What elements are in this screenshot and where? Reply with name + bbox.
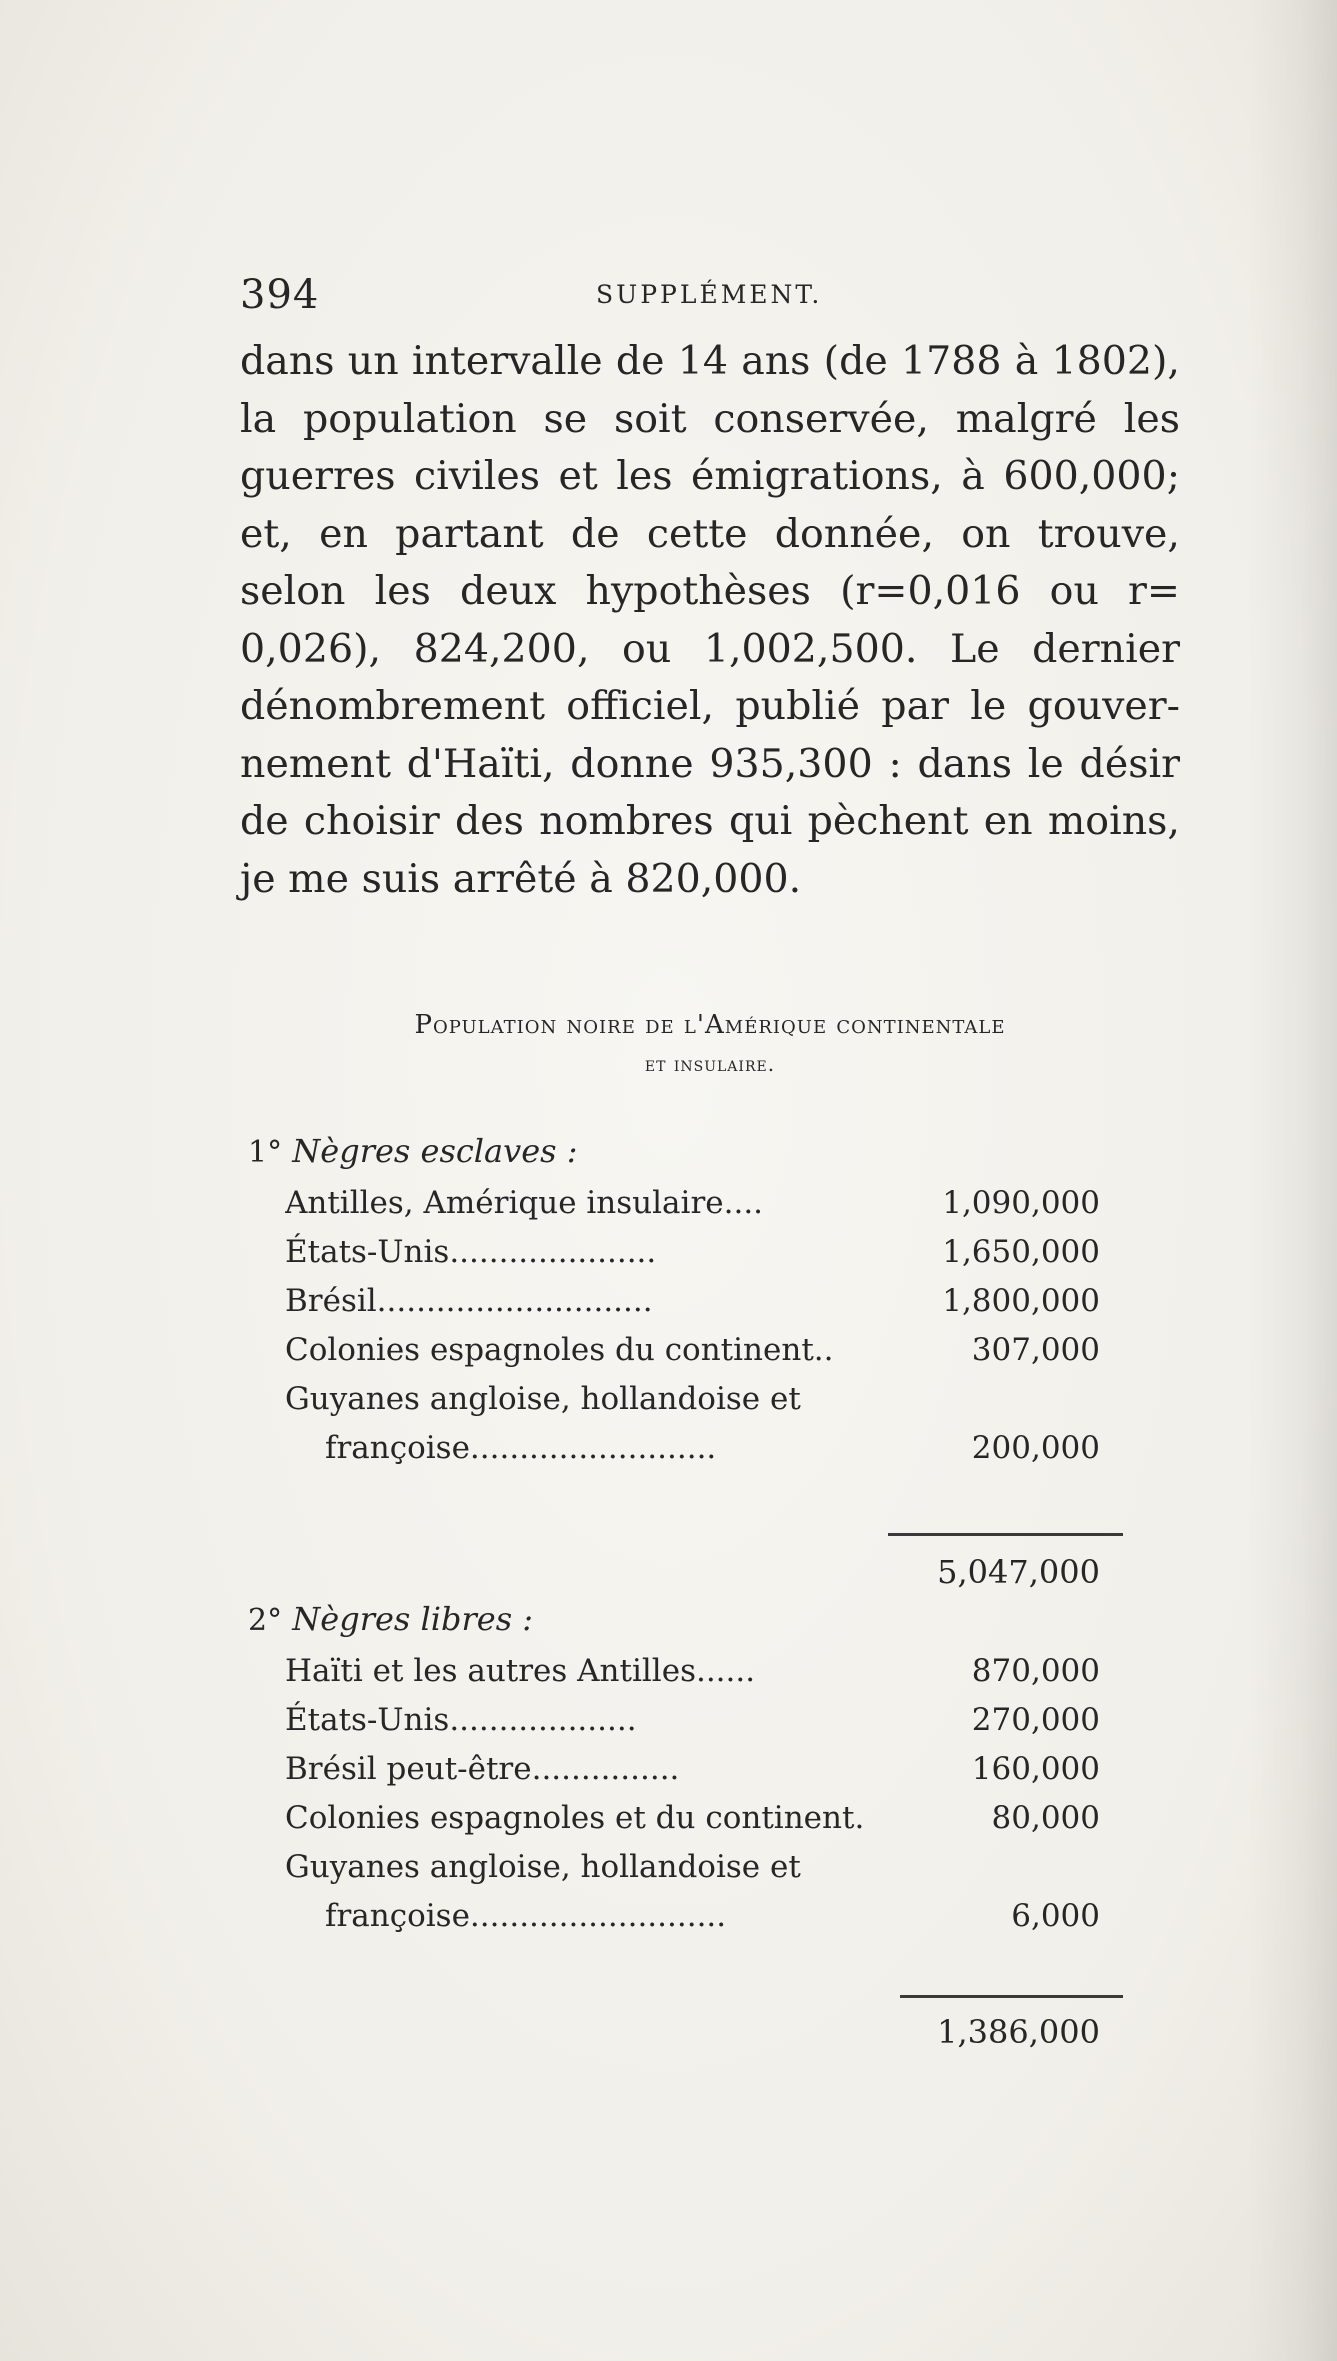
row-value: 1,650,000 — [942, 1234, 1100, 1270]
table-row — [285, 1745, 1115, 1794]
body-line: selon les deux hypothèses (r=0,016 ou r= — [240, 568, 1180, 614]
row-label: Colonies espagnoles et du continent. — [285, 1800, 865, 1836]
table-row — [285, 1179, 1115, 1228]
body-line: dans un intervalle de 14 ans (de 1788 à 1802), — [240, 338, 1180, 384]
row-label: Brésil............................ — [285, 1283, 653, 1319]
row-value: 200,000 — [971, 1430, 1100, 1466]
table-title-line1: Population noire de l'Amérique continentale — [414, 1010, 1006, 1040]
section-title: Nègres libres : — [292, 1600, 534, 1638]
row-label: Haïti et les autres Antilles...... — [285, 1653, 756, 1689]
row-value: 80,000 — [991, 1800, 1100, 1836]
table-row — [285, 1892, 1115, 1941]
table-row — [285, 1228, 1115, 1277]
row-label: françoise.......................... — [325, 1898, 727, 1934]
body-line: nement d'Haïti, donne 935,300 : dans le désir — [240, 740, 1180, 787]
page-number: 394 — [240, 272, 320, 318]
table-row — [285, 1277, 1115, 1326]
section-title: Nègres esclaves : — [292, 1132, 578, 1170]
page-edge-shadow — [1247, 0, 1337, 2361]
section-total: 1,386,000 — [937, 2013, 1100, 2051]
body-line: et, en partant de cette donnée, on trouve, — [240, 510, 1180, 557]
row-label: Guyanes angloise, hollandoise et — [285, 1849, 801, 1885]
body-line: guerres civiles et les émigrations, à 600,000; — [240, 453, 1180, 499]
row-label: Colonies espagnoles du continent.. — [285, 1332, 834, 1368]
row-label: Antilles, Amérique insulaire.... — [285, 1185, 764, 1221]
row-label: françoise......................... — [325, 1430, 717, 1466]
row-value: 160,000 — [971, 1751, 1100, 1787]
row-label: Guyanes angloise, hollandoise et — [285, 1381, 801, 1417]
table-row — [285, 1424, 1115, 1473]
section-total: 5,047,000 — [937, 1553, 1100, 1591]
row-label: Brésil peut-être............... — [285, 1751, 680, 1787]
total-rule — [888, 1533, 1123, 1536]
body-line: la population se soit conservée, malgré les — [240, 395, 1180, 442]
row-value: 870,000 — [971, 1653, 1100, 1689]
row-value: 1,800,000 — [942, 1283, 1100, 1319]
table-section-free — [285, 1647, 1115, 1941]
table-title — [280, 1010, 1140, 1076]
section-heading-slaves — [248, 1132, 578, 1170]
section-heading-free — [248, 1600, 533, 1638]
table-section-slaves — [285, 1179, 1115, 1473]
row-label: États-Unis..................... — [285, 1234, 657, 1270]
row-value: 307,000 — [971, 1332, 1100, 1368]
body-line: de choisir des nombres qui pèchent en moins, — [240, 798, 1180, 844]
table-row — [285, 1375, 1115, 1424]
total-rule — [900, 1995, 1123, 1998]
body-line: 0,026), 824,200, ou 1,002,500. Le dernier — [240, 625, 1180, 672]
table-row — [285, 1843, 1115, 1892]
body-paragraph — [240, 333, 1180, 908]
running-head: SUPPLÉMENT. — [596, 280, 823, 309]
table-row — [285, 1326, 1115, 1375]
section-number: 2° — [248, 1603, 283, 1638]
row-value: 6,000 — [1011, 1898, 1100, 1934]
body-line: je me suis arrêté à 820,000. — [240, 855, 802, 902]
table-row — [285, 1794, 1115, 1843]
table-row — [285, 1647, 1115, 1696]
body-line: dénombrement officiel, publié par le gouver- — [240, 683, 1180, 729]
table-title-line2: et insulaire. — [644, 1052, 776, 1076]
row-label: États-Unis................... — [285, 1702, 637, 1738]
section-number: 1° — [248, 1135, 283, 1170]
row-value: 1,090,000 — [942, 1185, 1100, 1221]
page-header — [240, 272, 1020, 322]
table-row — [285, 1696, 1115, 1745]
row-value: 270,000 — [971, 1702, 1100, 1738]
